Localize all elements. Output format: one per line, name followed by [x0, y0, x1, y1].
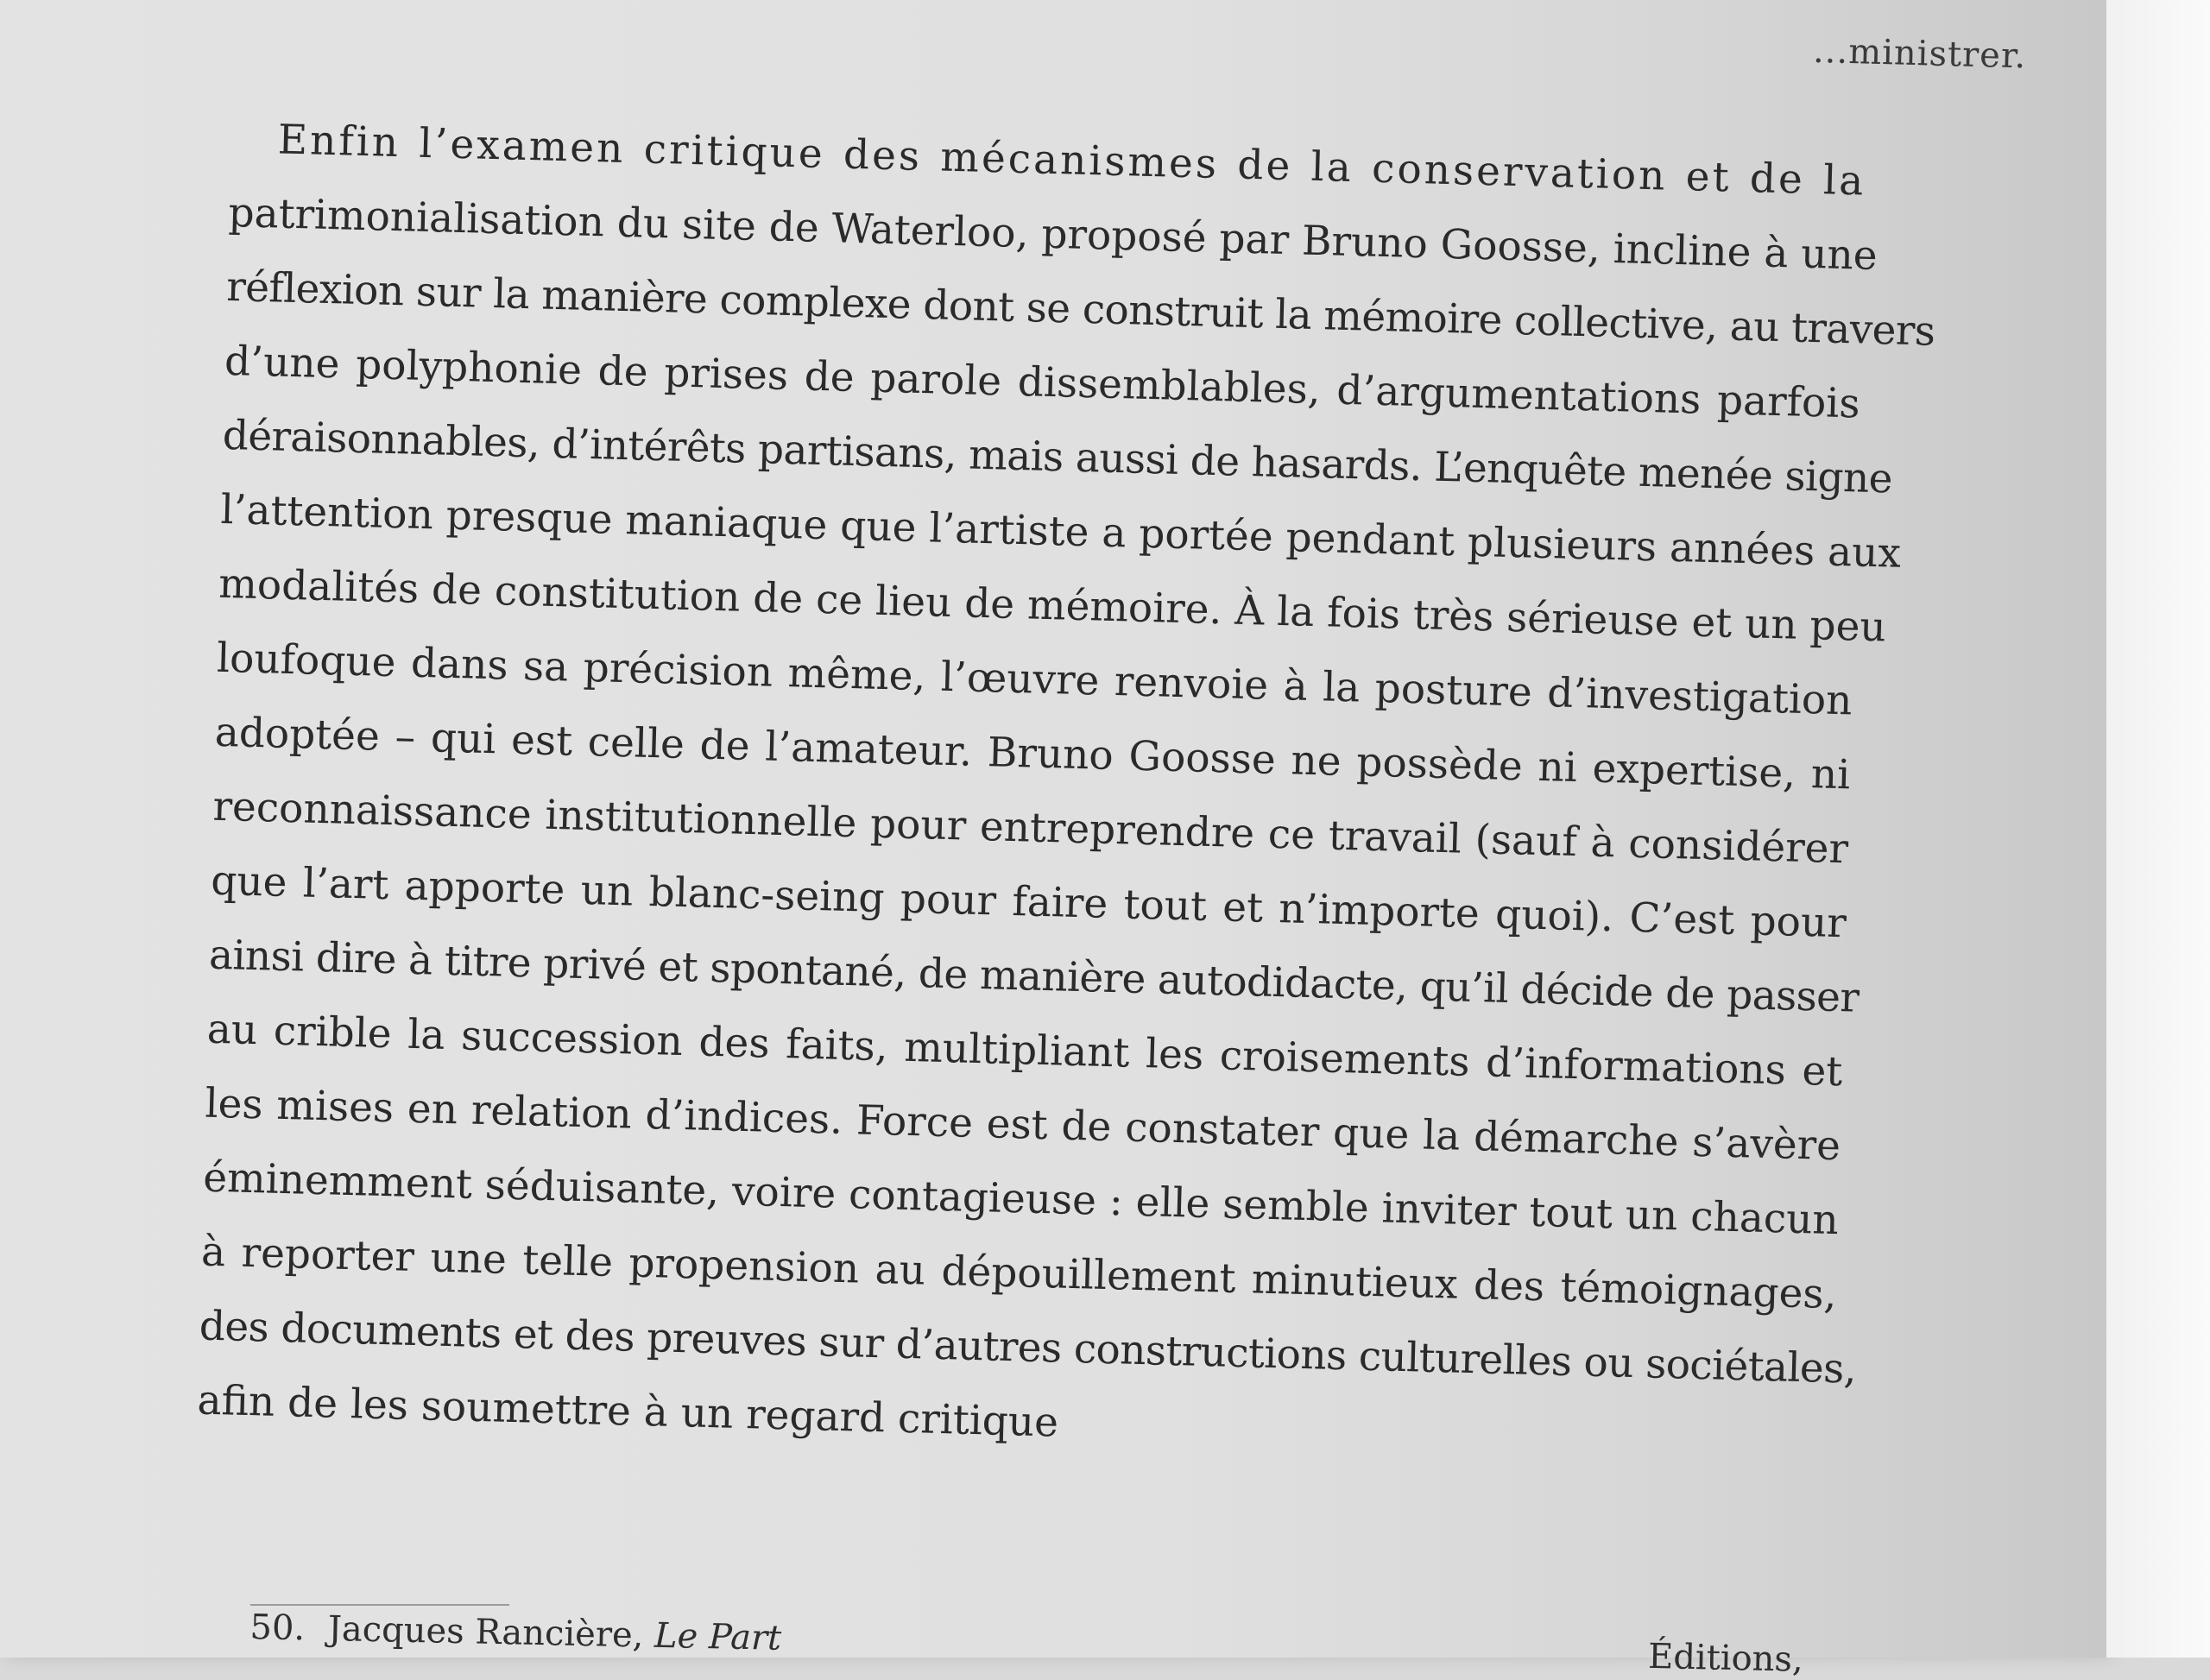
footnote-number: 50. [249, 1607, 306, 1649]
paragraph-line: l’attention presque maniaque que l’artiste a portée pendant plusieurs années aux [219, 485, 1902, 578]
paragraph-line: Enfin l’examen critique des mécanismes de la conservation et de la [277, 116, 1866, 205]
paragraph-line: déraisonnables, d’intérêts partisans, mais aussi de hasards. L’enquête menée signe [222, 411, 1893, 503]
footnote-publisher: Éditions, [1647, 1636, 1804, 1680]
paragraph-line: au crible la succession des faits, multipliant les croisements d’informations et [206, 1005, 1843, 1096]
paragraph-line: à reporter une telle propension au dépouillement minutieux des témoignages, [200, 1228, 1838, 1319]
paragraph-line: les mises en relation d’indices. Force est de constater que la démarche s’avère [204, 1079, 1841, 1171]
paragraph-line: adoptée – qui est celle de l’amateur. Bruno Goosse ne possède ni expertise, ni [214, 708, 1851, 799]
footnote-author: Jacques Rancière, [327, 1608, 644, 1656]
footnote-separator [250, 1604, 509, 1606]
paragraph-line: des documents et des preuves sur d’autres constructions culturelles ou sociétales, [199, 1302, 1857, 1393]
page-edge [2106, 0, 2210, 1658]
body-text [196, 30, 2027, 1481]
paragraph-line: réflexion sur la manière complexe dont se construit la mémoire collective, au travers [225, 262, 1935, 356]
paragraph-line: éminemment séduisante, voire contagieuse : elle semble inviter tout un chacun [202, 1153, 1840, 1245]
footnote [249, 1607, 1804, 1680]
paragraph-line: patrimonialisation du site de Waterloo, proposé par Bruno Goosse, incline à une [227, 188, 1878, 280]
paragraph-line: loufoque dans sa précision même, l’œuvre renvoie à la posture d’investigation [216, 634, 1853, 725]
paragraph-line: modalités de constitution de ce lieu de mémoire. À la fois très sérieuse et un peu [218, 559, 1887, 652]
paragraph-line: reconnaissance institutionnelle pour entreprendre ce travail (sauf à considérer [212, 782, 1849, 874]
previous-paragraph-fragment: ...ministrer. [1812, 30, 2027, 77]
paragraph-line: que l’art apporte un blanc-seing pour faire tout et n’importe quoi). C’est pour [210, 856, 1847, 948]
paragraph-line: d’une polyphonie de prises de parole dissemblables, d’argumentations parfois [224, 337, 1861, 428]
paragraph-line: afin de les soumettre à un regard critique [196, 1376, 1059, 1447]
footnote-title: Le Part [654, 1615, 782, 1658]
paragraph-line: ainsi dire à titre privé et spontané, de manière autodidacte, qu’il décide de passer [208, 931, 1860, 1022]
